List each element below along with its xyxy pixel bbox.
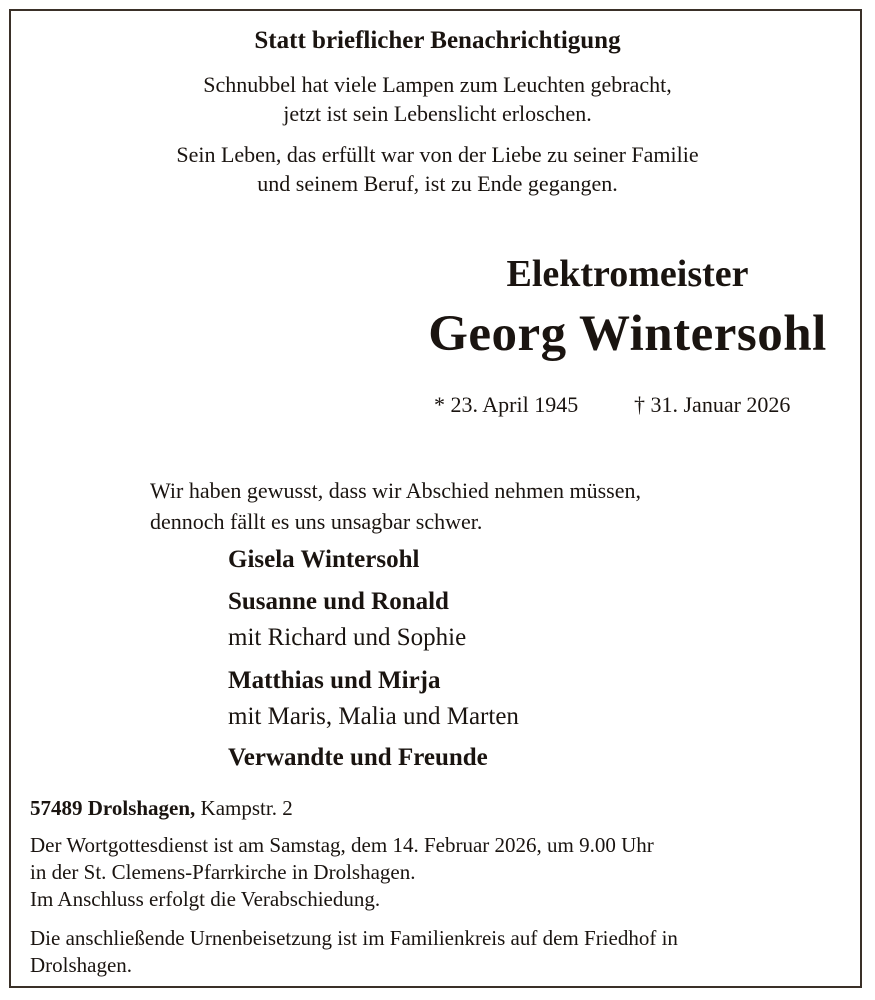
farewell-line-1: Wir haben gewusst, dass wir Abschied nehmen müssen, <box>150 478 641 503</box>
family-member: Susanne und Ronald <box>228 588 449 615</box>
notice-header: Statt brieflicher Benachrichtigung <box>254 27 621 54</box>
service-line-2: in der St. Clemens-Pfarrkirche in Drolshagen. <box>30 860 416 884</box>
verse-2-line-1: Sein Leben, das erfüllt war von der Liebe zu seiner Familie <box>176 142 699 167</box>
verse-1-line-1: Schnubbel hat viele Lampen zum Leuchten gebracht, <box>203 72 672 97</box>
death-date: † 31. Januar 2026 <box>634 392 791 417</box>
service-info <box>30 832 654 913</box>
family-member-children: mit Maris, Malia und Marten <box>228 703 519 730</box>
profession: Elektromeister <box>506 253 749 295</box>
burial-line-2: Drolshagen. <box>30 953 133 977</box>
address-street: Kampstr. 2 <box>200 796 293 820</box>
burial-line-1: Die anschließende Urnenbeisetzung ist im Familienkreis auf dem Friedhof in <box>30 926 678 950</box>
family-member: Verwandte und Freunde <box>228 744 488 771</box>
verse-2-line-2: und seinem Beruf, ist zu Ende gegangen. <box>257 171 618 196</box>
family-member: Gisela Wintersohl <box>228 546 420 573</box>
family-member-children: mit Richard und Sophie <box>228 624 467 651</box>
verse-1-line-2: jetzt ist sein Lebenslicht erloschen. <box>283 101 592 126</box>
service-line-3: Im Anschluss erfolgt die Verabschiedung. <box>30 887 381 911</box>
burial-info <box>30 925 678 979</box>
family-member: Matthias und Mirja <box>228 667 441 694</box>
portrait-photo <box>32 212 370 452</box>
birth-date: * 23. April 1945 <box>434 392 579 417</box>
deceased-name: Georg Wintersohl <box>428 306 827 362</box>
farewell-line-2: dennoch fällt es uns unsagbar schwer. <box>150 509 483 534</box>
service-line-1: Der Wortgottesdienst ist am Samstag, dem 14. Februar 2026, um 9.00 Uhr <box>30 833 654 857</box>
address-city: 57489 Drolshagen, <box>30 796 196 820</box>
verse-2 <box>0 140 875 198</box>
address <box>30 796 293 821</box>
verse-1 <box>0 70 875 128</box>
